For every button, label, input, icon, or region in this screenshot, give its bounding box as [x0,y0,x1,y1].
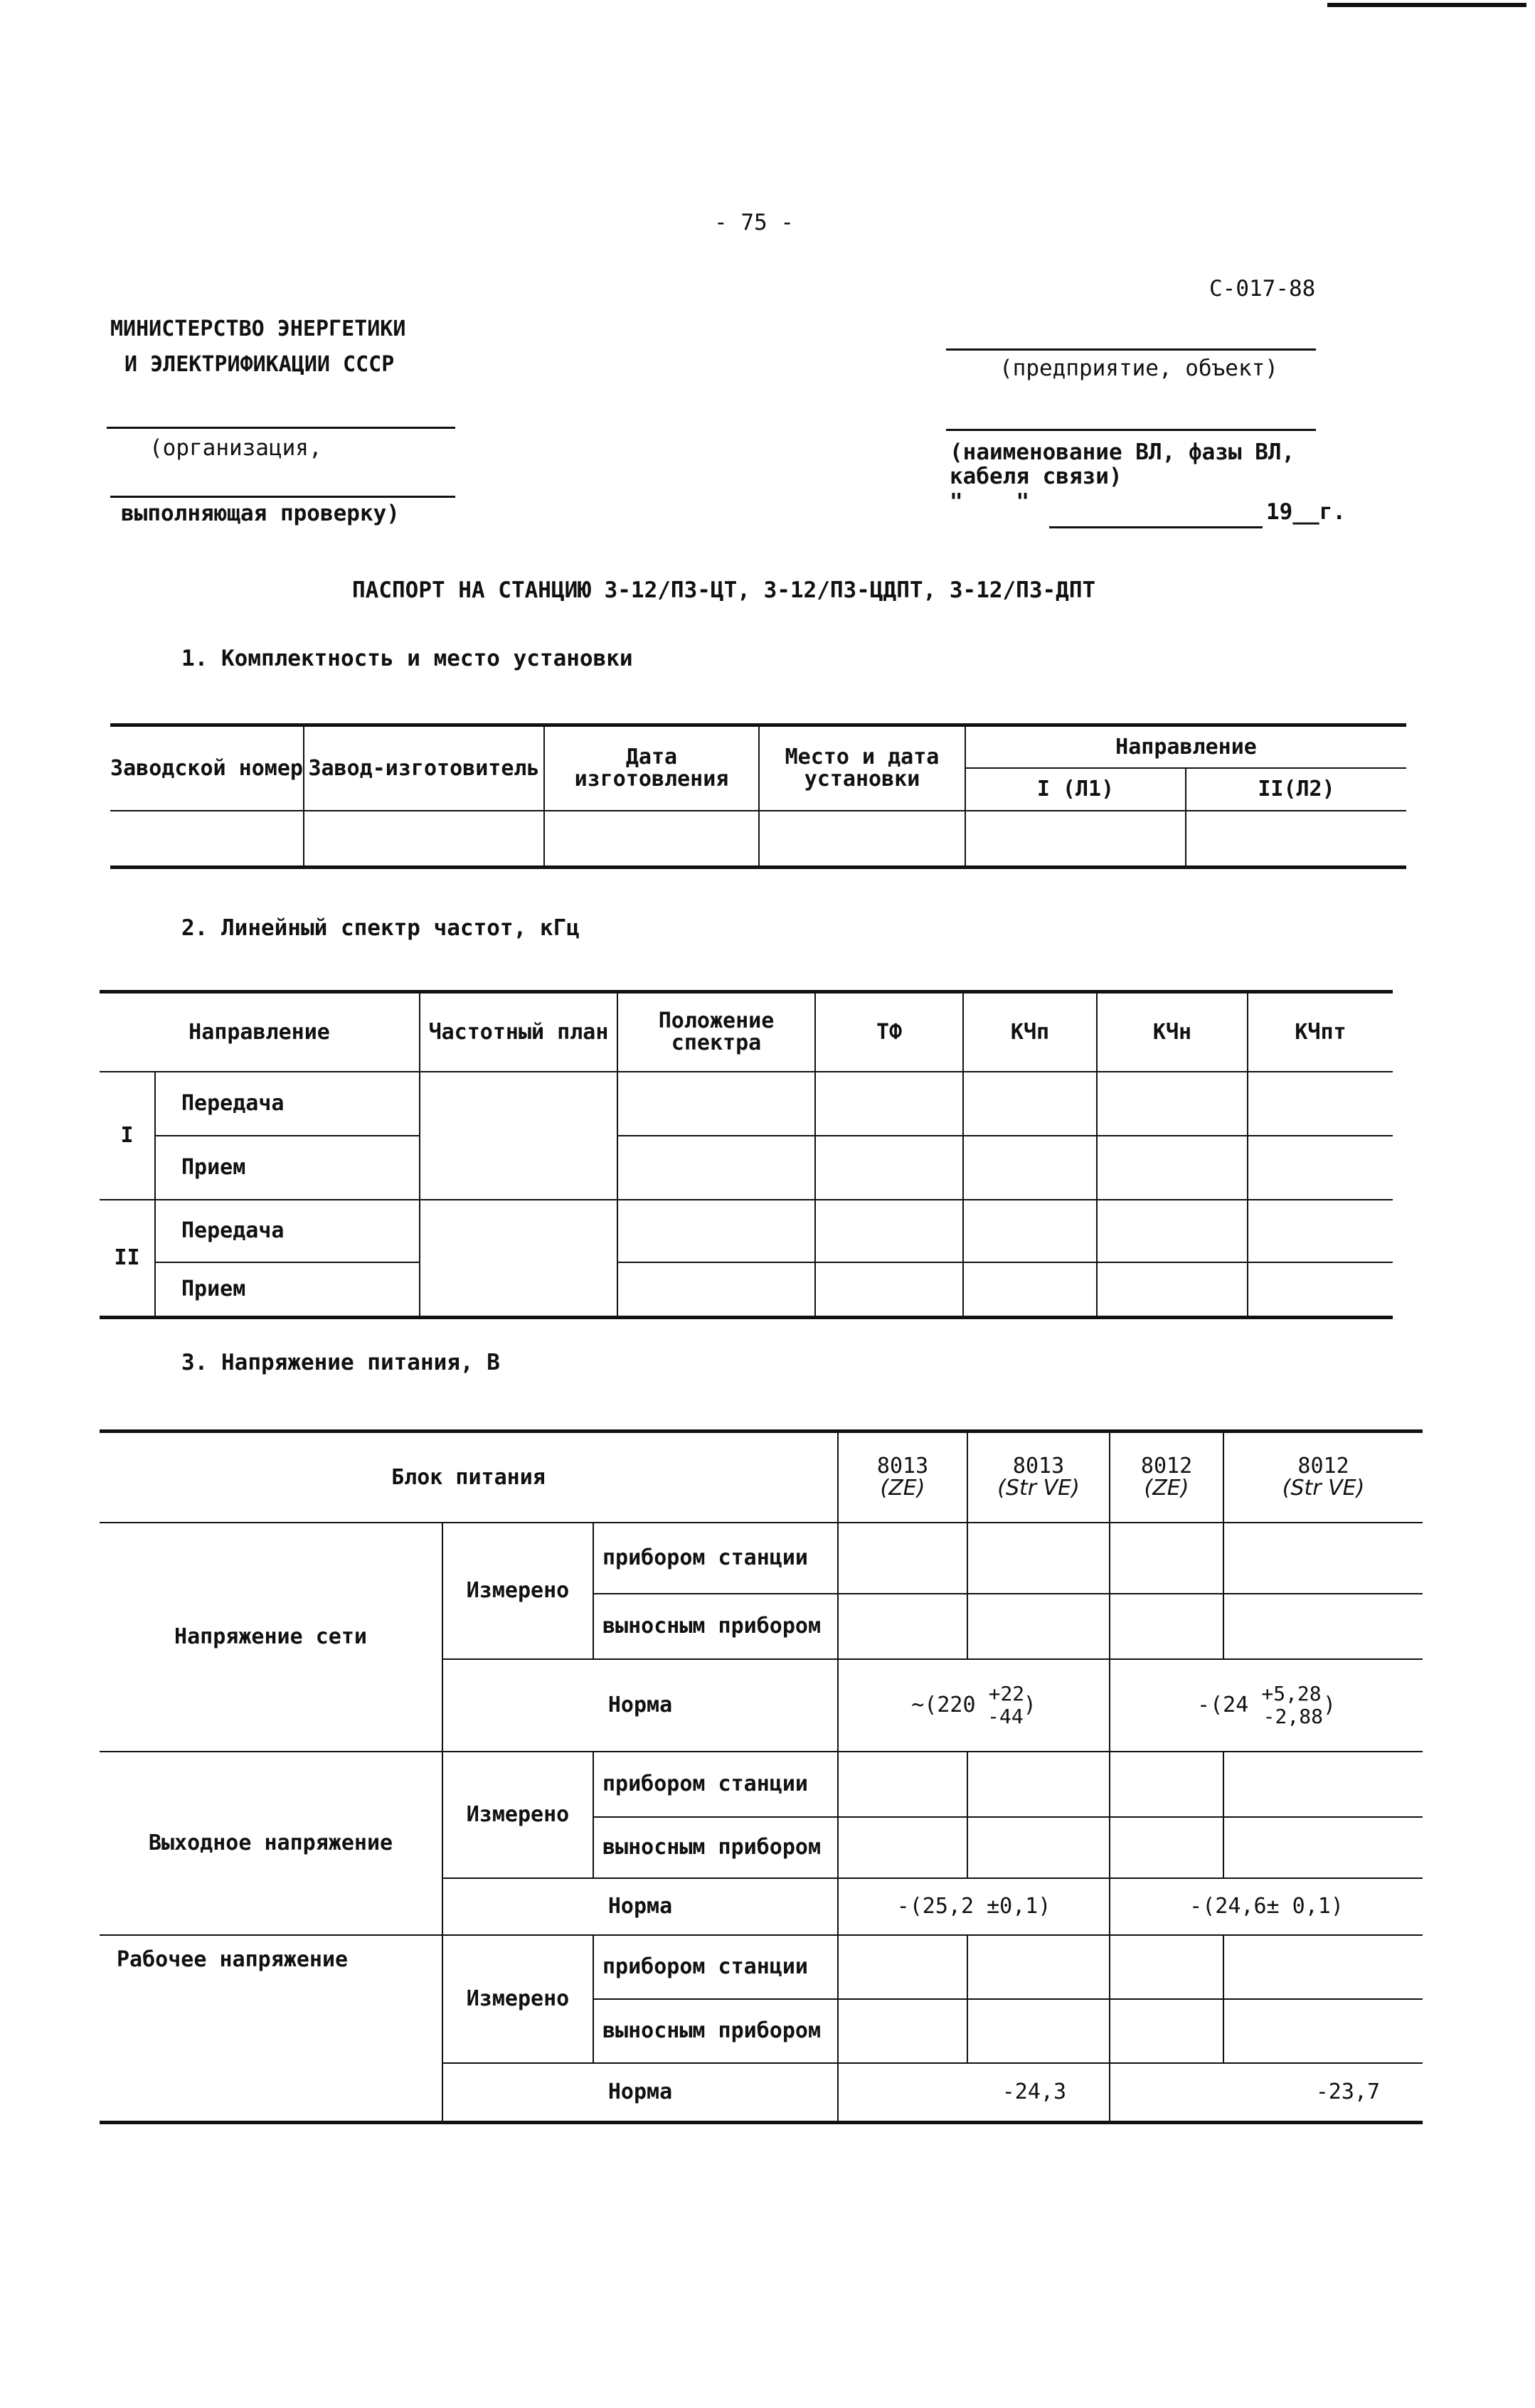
output-norm-label: Норма [442,1878,838,1935]
enterprise-field-line [946,348,1316,351]
cell-direction-1[interactable] [965,811,1186,868]
operating-by-station: прибором станции [593,1935,838,1999]
cell-manufacturer[interactable] [304,811,544,868]
output-norm-8013: -(25,2 ±0,1) [838,1878,1110,1935]
header-install-place-date: Место и дата установки [759,725,965,811]
cell-d1-frequency-plan[interactable] [420,1072,617,1200]
unit-code: 8013 [876,1453,929,1479]
cell-operating-external-3[interactable] [1110,1999,1223,2063]
cell-operating-external-2[interactable] [967,1999,1110,2063]
power-supply-table [100,1429,1423,2124]
line-name-caption-2: кабеля связи) [950,464,1122,489]
cell-mains-station-2[interactable] [967,1523,1110,1594]
enterprise-caption: (предприятие, объект) [999,356,1278,381]
cell-d1-rx-kchp[interactable] [963,1136,1097,1200]
cell-mains-external-2[interactable] [967,1594,1110,1659]
header-unit-8012-strve [1223,1432,1423,1523]
cell-operating-station-1[interactable] [838,1935,967,1999]
group-output-voltage: Выходное напряжение [100,1752,442,1935]
cell-d2-tx-tf[interactable] [815,1200,963,1262]
header-unit-8013-strve [967,1432,1110,1523]
mains-norm-label: Норма [442,1659,838,1752]
cell-output-station-2[interactable] [967,1752,1110,1817]
cell-output-external-4[interactable] [1223,1817,1423,1878]
document-code: С-017-88 [1209,276,1316,302]
cell-output-station-4[interactable] [1223,1752,1423,1817]
cell-d2-rx-tf[interactable] [815,1262,963,1318]
cell-d2-tx-kchpt[interactable] [1248,1200,1393,1262]
cell-d2-frequency-plan[interactable] [420,1200,617,1318]
passport-title: ПАСПОРТ НА СТАНЦИЮ З-12/ПЗ-ЦТ, З-12/ПЗ-ЦДПТ, З-12/ПЗ-ДПТ [352,577,1096,603]
norm-close: ) [1322,1692,1336,1717]
cell-d2-rx-kchp[interactable] [963,1262,1097,1318]
norm-base: ~(220 [911,1692,976,1717]
cell-direction-2[interactable] [1186,811,1406,868]
norm-close: ) [1023,1692,1036,1717]
section-3-heading: 3. Напряжение питания, В [181,1350,500,1375]
completeness-table [110,723,1406,869]
header-spectrum-position: Положение спектра [617,992,815,1072]
cell-d2-rx-kchn[interactable] [1097,1262,1248,1318]
cell-d1-tx-kchn[interactable] [1097,1072,1248,1136]
line-name-field-line [946,429,1316,431]
direction-1-label: I [100,1072,155,1200]
output-measured-label: Измерено [442,1752,593,1878]
ministry-line-1: МИНИСТЕРСТВО ЭНЕРГЕТИКИ [110,316,406,341]
cell-d1-rx-kchpt[interactable] [1248,1136,1393,1200]
header-kchpt: КЧпт [1248,992,1393,1072]
cell-mains-station-3[interactable] [1110,1523,1223,1594]
cell-d1-tx-kchp[interactable] [963,1072,1097,1136]
output-norm-8012: -(24,6± 0,1) [1110,1878,1423,1935]
cell-manufacture-date[interactable] [544,811,759,868]
ministry-line-2: И ЭЛЕКТРИФИКАЦИИ СССР [124,352,395,377]
unit-code: 8012 [1297,1453,1349,1479]
operating-norm-8013: -24,3 [838,2063,1110,2123]
section-1-heading: 1. Комплектность и место установки [181,646,633,671]
cell-mains-external-4[interactable] [1223,1594,1423,1659]
direction-2-transmit: Передача [155,1200,420,1262]
cell-operating-external-1[interactable] [838,1999,967,2063]
operating-measured-label: Измерено [442,1935,593,2063]
norm-base: -(24 [1197,1692,1249,1717]
cell-mains-external-1[interactable] [838,1594,967,1659]
cell-output-station-3[interactable] [1110,1752,1223,1817]
norm-upper-tolerance: +5,28 [1261,1681,1322,1705]
unit-mode: (Str VE) [997,1476,1080,1501]
cell-mains-station-1[interactable] [838,1523,967,1594]
header-unit-8013-ze [838,1432,967,1523]
header-direction: Направление [965,725,1406,768]
cell-output-station-1[interactable] [838,1752,967,1817]
spectrum-table [100,990,1393,1319]
cell-d1-tx-kchpt[interactable] [1248,1072,1393,1136]
mains-norm-8013 [838,1659,1110,1752]
norm-upper-tolerance: +22 [988,1681,1025,1705]
cell-mains-station-4[interactable] [1223,1523,1423,1594]
header-power-block: Блок питания [100,1432,838,1523]
mains-norm-8012 [1110,1659,1423,1752]
year-field: 19__г. [1266,499,1346,525]
date-quotes: " " [950,489,1029,515]
date-field-line [1049,526,1263,528]
direction-2-receive: Прием [155,1262,420,1318]
cell-d2-rx-spectrum[interactable] [617,1262,815,1318]
performer-caption: выполняющая проверку) [121,501,400,526]
cell-serial-number[interactable] [110,811,304,868]
mains-measured-label: Измерено [442,1523,593,1659]
mains-by-external: выносным прибором [593,1594,838,1659]
operating-norm-8012: -23,7 [1110,2063,1423,2123]
mains-by-station: прибором станции [593,1523,838,1594]
header-direction-1: I (Л1) [965,768,1186,811]
unit-code: 8012 [1140,1453,1193,1479]
unit-mode: (ZE) [880,1476,925,1501]
cell-d1-tx-tf[interactable] [815,1072,963,1136]
norm-lower-tolerance: -2,88 [1263,1704,1323,1728]
header-frequency-plan: Частотный план [420,992,617,1072]
group-mains-voltage: Напряжение сети [100,1523,442,1752]
scan-edge-mark [1327,3,1526,7]
direction-1-receive: Прием [155,1136,420,1200]
direction-2-label: II [100,1200,155,1318]
cell-operating-station-2[interactable] [967,1935,1110,1999]
cell-d1-rx-tf[interactable] [815,1136,963,1200]
cell-d2-tx-kchn[interactable] [1097,1200,1248,1262]
cell-d2-tx-spectrum[interactable] [617,1200,815,1262]
group-operating-voltage: Рабочее напряжение [100,1935,442,2123]
header-kchn: КЧн [1097,992,1248,1072]
unit-mode: (Str VE) [1282,1476,1365,1501]
norm-lower-tolerance: -44 [987,1704,1024,1728]
header-unit-8012-ze [1110,1432,1223,1523]
cell-output-external-2[interactable] [967,1817,1110,1878]
line-name-caption: (наименование ВЛ, фазы ВЛ, [950,439,1295,465]
cell-d1-tx-spectrum[interactable] [617,1072,815,1136]
section-2-heading: 2. Линейный спектр частот, кГц [181,915,580,941]
cell-output-external-1[interactable] [838,1817,967,1878]
cell-d2-tx-kchp[interactable] [963,1200,1097,1262]
cell-install-place-date[interactable] [759,811,965,868]
cell-d2-rx-kchpt[interactable] [1248,1262,1393,1318]
header-manufacture-date: Дата изготовления [544,725,759,811]
header-direction-2: II(Л2) [1186,768,1406,811]
cell-operating-external-4[interactable] [1223,1999,1423,2063]
organization-field-line [107,427,455,429]
unit-mode: (ZE) [1144,1476,1189,1501]
cell-mains-external-3[interactable] [1110,1594,1223,1659]
header-direction: Направление [100,992,420,1072]
unit-code: 8013 [1012,1453,1065,1479]
organization-caption: (организация, [149,435,322,461]
operating-by-external: выносным прибором [593,1999,838,2063]
output-by-station: прибором станции [593,1752,838,1817]
header-serial-number: Заводской номер [110,725,304,811]
cell-operating-station-3[interactable] [1110,1935,1223,1999]
header-tf: ТФ [815,992,963,1072]
direction-1-transmit: Передача [155,1072,420,1136]
header-kchp: КЧп [963,992,1097,1072]
output-by-external: выносным прибором [593,1817,838,1878]
performer-field-line [110,496,455,498]
page-number: - 75 - [714,210,794,235]
cell-d1-rx-kchn[interactable] [1097,1136,1248,1200]
cell-output-external-3[interactable] [1110,1817,1223,1878]
operating-norm-label: Норма [442,2063,838,2123]
cell-d1-rx-spectrum[interactable] [617,1136,815,1200]
cell-operating-station-4[interactable] [1223,1935,1423,1999]
header-manufacturer: Завод-изготовитель [304,725,544,811]
